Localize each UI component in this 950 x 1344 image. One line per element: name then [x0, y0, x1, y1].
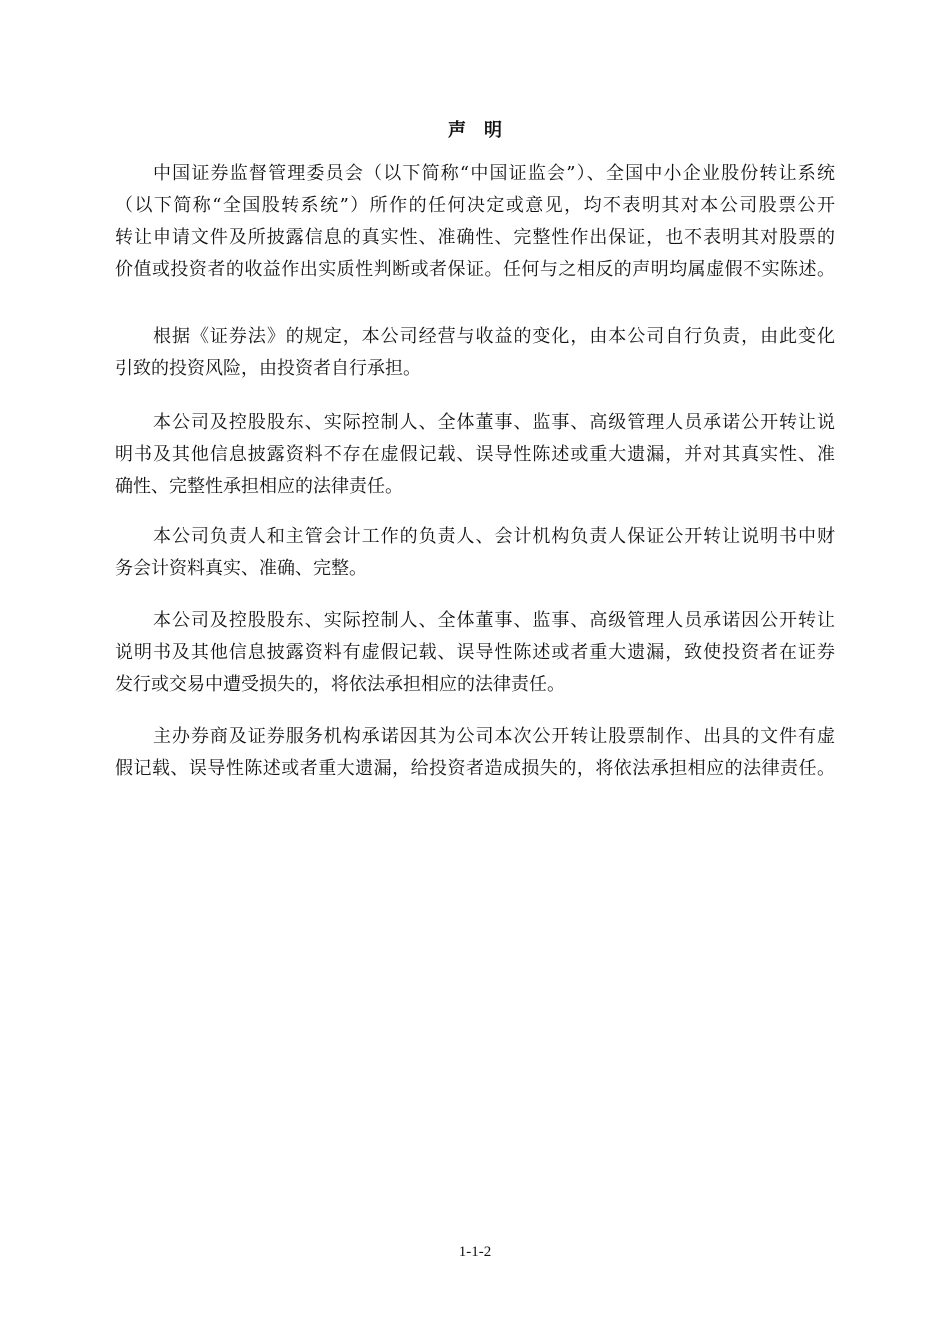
paragraph-management-commitment: [115, 407, 835, 503]
paragraph-line: 中国证券监督管理委员会（以下简称“中国证监会”）、全国中小企业股份转让系统: [153, 163, 835, 184]
paragraph-line: 本公司及控股股东、实际控制人、全体董事、监事、高级管理人员承诺因公开转让: [153, 610, 835, 631]
paragraph-line: 本公司及控股股东、实际控制人、全体董事、监事、高级管理人员承诺公开转让说: [153, 412, 835, 433]
paragraph-line: 根据《证券法》的规定，本公司经营与收益的变化，由本公司自行负责，由此变化: [153, 326, 835, 347]
paragraph-line: 假记载、误导性陈述或者重大遗漏，给投资者造成损失的，将依法承担相应的法律责任。: [115, 758, 835, 779]
paragraph-line: 确性、完整性承担相应的法律责任。: [115, 476, 403, 497]
page-title: 声明: [448, 120, 520, 141]
paragraph-line: 明书及其他信息披露资料不存在虚假记载、误导性陈述或重大遗漏，并对其真实性、准: [115, 444, 835, 465]
paragraph-line: 说明书及其他信息披露资料有虚假记载、误导性陈述或者重大遗漏，致使投资者在证券: [115, 642, 835, 663]
paragraph-line: 发行或交易中遭受损失的，将依法承担相应的法律责任。: [115, 674, 565, 695]
paragraph-line: 务会计资料真实、准确、完整。: [115, 558, 367, 579]
paragraph-disclaimer-regulator: [115, 158, 835, 286]
paragraph-line: 价值或投资者的收益作出实质性判断或者保证。任何与之相反的声明均属虚假不实陈述。: [115, 259, 835, 280]
page-number: 1-1-2: [458, 1244, 492, 1260]
paragraph-line: 转让申请文件及所披露信息的真实性、准确性、完整性作出保证，也不表明其对股票的: [115, 227, 835, 248]
paragraph-line: 引致的投资风险，由投资者自行承担。: [115, 358, 421, 379]
paragraph-line: 主办券商及证券服务机构承诺因其为公司本次公开转让股票制作、出具的文件有虚: [153, 726, 835, 747]
paragraph-broker-commitment: [115, 721, 835, 785]
paragraph-accounting-guarantee: [115, 521, 835, 585]
paragraph-liability-commitment: [115, 605, 835, 701]
paragraph-securities-law: [115, 321, 835, 385]
paragraph-line: （以下简称“全国股转系统”）所作的任何决定或意见，均不表明其对本公司股票公开: [115, 195, 835, 216]
paragraph-line: 本公司负责人和主管会计工作的负责人、会计机构负责人保证公开转让说明书中财: [153, 526, 835, 547]
